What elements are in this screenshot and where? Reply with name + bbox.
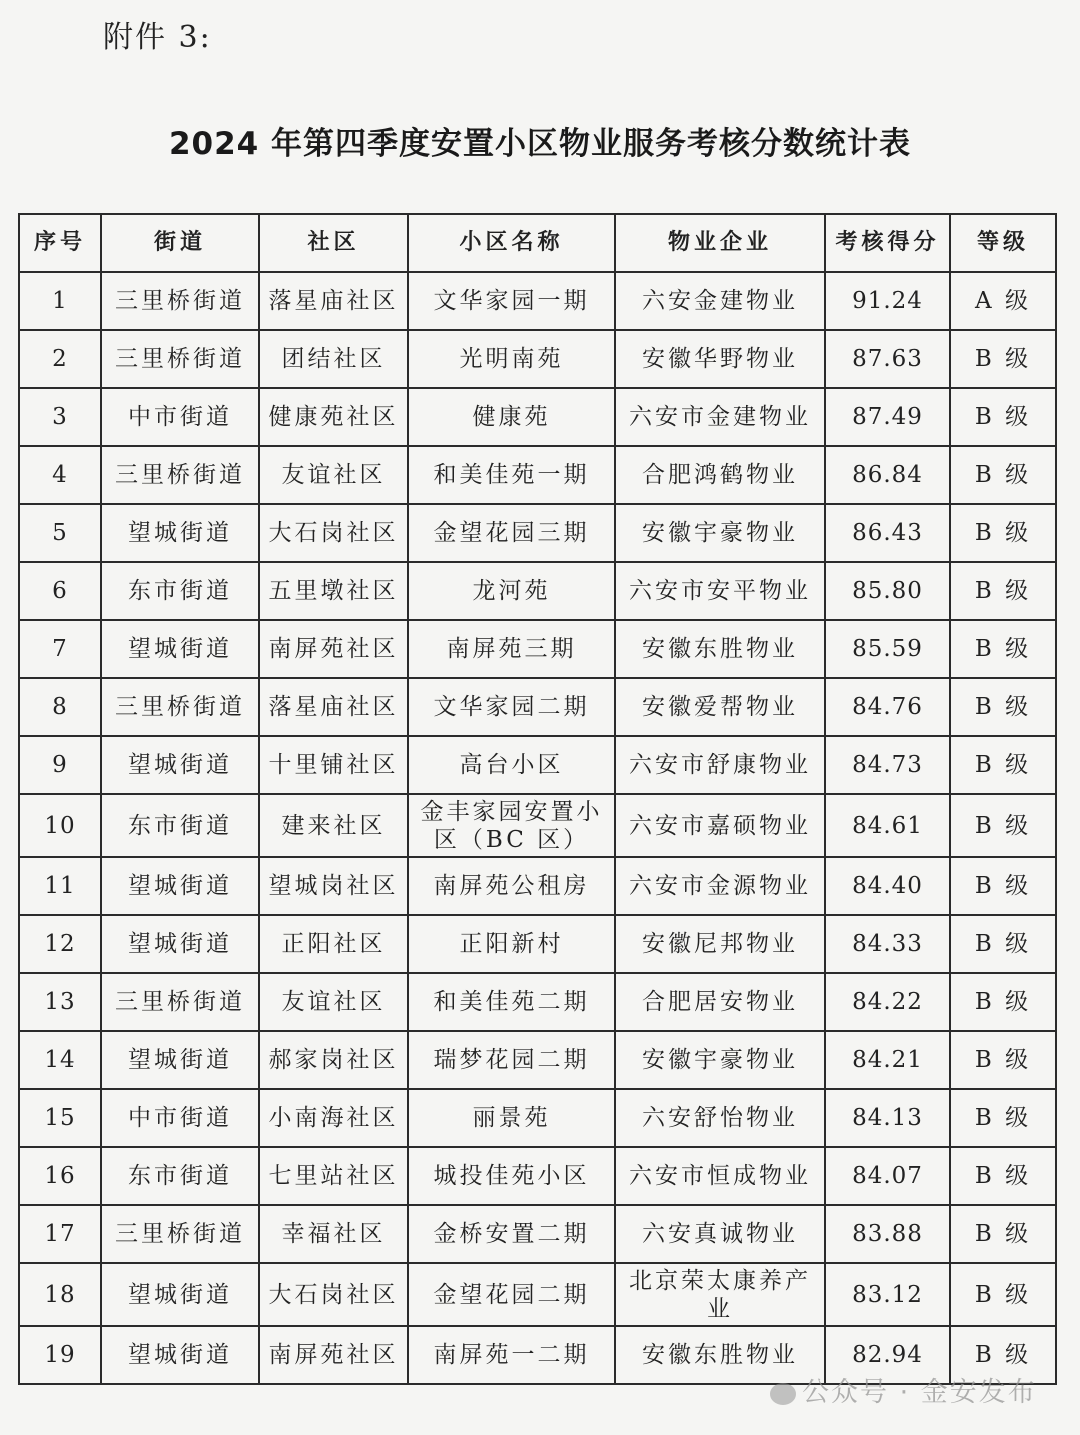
cell-community: 友谊社区 — [259, 973, 408, 1031]
cell-community: 南屏苑社区 — [259, 1326, 408, 1384]
watermark — [770, 1370, 1037, 1409]
cell-street: 望城街道 — [101, 857, 259, 915]
cell-property-company: 合肥居安物业 — [615, 973, 825, 1031]
page-title: 2024 年第四季度安置小区物业服务考核分数统计表 — [168, 126, 912, 162]
cell-grade: B 级 — [950, 1089, 1056, 1147]
cell-community: 南屏苑社区 — [259, 620, 408, 678]
cell-score: 84.73 — [825, 736, 950, 794]
cell-property-company: 安徽尼邦物业 — [615, 915, 825, 973]
cell-estate: 龙河苑 — [408, 562, 615, 620]
cell-community: 望城岗社区 — [259, 857, 408, 915]
cell-index: 1 — [19, 272, 101, 330]
cell-estate: 瑞梦花园二期 — [408, 1031, 615, 1089]
cell-community: 幸福社区 — [259, 1205, 408, 1263]
cell-grade: B 级 — [950, 794, 1056, 857]
cell-score: 84.40 — [825, 857, 950, 915]
cell-community: 大石岗社区 — [259, 1263, 408, 1326]
table-row — [19, 1089, 1056, 1147]
cell-grade: B 级 — [950, 1326, 1056, 1384]
cell-score: 84.33 — [825, 915, 950, 973]
cell-estate: 和美佳苑一期 — [408, 446, 615, 504]
cell-grade: B 级 — [950, 562, 1056, 620]
header-street: 街道 — [101, 214, 259, 272]
cell-index: 17 — [19, 1205, 101, 1263]
cell-estate: 金桥安置二期 — [408, 1205, 615, 1263]
cell-estate: 高台小区 — [408, 736, 615, 794]
cell-grade: A 级 — [950, 272, 1056, 330]
cell-street: 中市街道 — [101, 1089, 259, 1147]
cell-street: 望城街道 — [101, 1031, 259, 1089]
table-row — [19, 915, 1056, 973]
cell-estate: 正阳新村 — [408, 915, 615, 973]
cell-property-company: 北京荣太康养产业 — [615, 1263, 825, 1326]
cell-index: 15 — [19, 1089, 101, 1147]
header-estate: 小区名称 — [408, 214, 615, 272]
cell-community: 健康苑社区 — [259, 388, 408, 446]
cell-score: 84.07 — [825, 1147, 950, 1205]
table-row — [19, 504, 1056, 562]
cell-index: 8 — [19, 678, 101, 736]
header-index: 序号 — [19, 214, 101, 272]
cell-estate: 城投佳苑小区 — [408, 1147, 615, 1205]
cell-grade: B 级 — [950, 330, 1056, 388]
cell-community: 五里墩社区 — [259, 562, 408, 620]
table-row — [19, 330, 1056, 388]
table-row — [19, 272, 1056, 330]
cell-property-company: 安徽东胜物业 — [615, 1326, 825, 1384]
cell-street: 三里桥街道 — [101, 973, 259, 1031]
table-row — [19, 678, 1056, 736]
cell-street: 三里桥街道 — [101, 678, 259, 736]
cell-property-company: 安徽宇豪物业 — [615, 1031, 825, 1089]
cell-grade: B 级 — [950, 915, 1056, 973]
cell-index: 5 — [19, 504, 101, 562]
cell-community: 七里站社区 — [259, 1147, 408, 1205]
cell-index: 10 — [19, 794, 101, 857]
cell-property-company: 六安真诚物业 — [615, 1205, 825, 1263]
cell-grade: B 级 — [950, 1147, 1056, 1205]
cell-estate: 丽景苑 — [408, 1089, 615, 1147]
cell-street: 望城街道 — [101, 620, 259, 678]
cell-property-company: 六安市舒康物业 — [615, 736, 825, 794]
cell-property-company: 六安市安平物业 — [615, 562, 825, 620]
cell-estate: 光明南苑 — [408, 330, 615, 388]
cell-street: 东市街道 — [101, 1147, 259, 1205]
attachment-label: 附件 3: — [103, 20, 212, 55]
cell-street: 望城街道 — [101, 1326, 259, 1384]
table-row — [19, 736, 1056, 794]
cell-grade: B 级 — [950, 1205, 1056, 1263]
cell-score: 84.61 — [825, 794, 950, 857]
wechat-icon — [770, 1383, 796, 1405]
header-score: 考核得分 — [825, 214, 950, 272]
cell-index: 19 — [19, 1326, 101, 1384]
cell-score: 91.24 — [825, 272, 950, 330]
cell-street: 望城街道 — [101, 736, 259, 794]
cell-index: 9 — [19, 736, 101, 794]
cell-street: 三里桥街道 — [101, 272, 259, 330]
cell-property-company: 六安市嘉硕物业 — [615, 794, 825, 857]
cell-grade: B 级 — [950, 736, 1056, 794]
cell-score: 85.80 — [825, 562, 950, 620]
cell-community: 建来社区 — [259, 794, 408, 857]
cell-property-company: 六安市恒成物业 — [615, 1147, 825, 1205]
cell-property-company: 合肥鸿鹤物业 — [615, 446, 825, 504]
cell-street: 东市街道 — [101, 794, 259, 857]
cell-score: 83.88 — [825, 1205, 950, 1263]
cell-index: 3 — [19, 388, 101, 446]
cell-estate: 金望花园三期 — [408, 504, 615, 562]
cell-property-company: 安徽宇豪物业 — [615, 504, 825, 562]
cell-index: 12 — [19, 915, 101, 973]
cell-index: 7 — [19, 620, 101, 678]
cell-score: 84.13 — [825, 1089, 950, 1147]
cell-score: 84.22 — [825, 973, 950, 1031]
cell-grade: B 级 — [950, 1031, 1056, 1089]
cell-community: 大石岗社区 — [259, 504, 408, 562]
header-community: 社区 — [259, 214, 408, 272]
cell-estate: 南屏苑公租房 — [408, 857, 615, 915]
cell-index: 2 — [19, 330, 101, 388]
table-row — [19, 388, 1056, 446]
cell-street: 望城街道 — [101, 915, 259, 973]
cell-grade: B 级 — [950, 973, 1056, 1031]
cell-community: 十里铺社区 — [259, 736, 408, 794]
score-table — [18, 213, 1057, 1385]
cell-street: 三里桥街道 — [101, 446, 259, 504]
cell-index: 11 — [19, 857, 101, 915]
cell-street: 三里桥街道 — [101, 330, 259, 388]
cell-estate: 文华家园二期 — [408, 678, 615, 736]
cell-community: 落星庙社区 — [259, 678, 408, 736]
cell-estate: 南屏苑一二期 — [408, 1326, 615, 1384]
cell-score: 87.49 — [825, 388, 950, 446]
cell-estate: 和美佳苑二期 — [408, 973, 615, 1031]
header-grade: 等级 — [950, 214, 1056, 272]
cell-property-company: 安徽爱帮物业 — [615, 678, 825, 736]
cell-grade: B 级 — [950, 857, 1056, 915]
table-row — [19, 620, 1056, 678]
cell-score: 84.21 — [825, 1031, 950, 1089]
cell-street: 三里桥街道 — [101, 1205, 259, 1263]
table-row — [19, 794, 1056, 857]
cell-estate: 金丰家园安置小区（BC 区） — [408, 794, 615, 857]
table-row — [19, 1147, 1056, 1205]
cell-property-company: 安徽华野物业 — [615, 330, 825, 388]
cell-estate: 南屏苑三期 — [408, 620, 615, 678]
cell-index: 4 — [19, 446, 101, 504]
table-row — [19, 857, 1056, 915]
cell-grade: B 级 — [950, 388, 1056, 446]
cell-property-company: 安徽东胜物业 — [615, 620, 825, 678]
cell-property-company: 六安市金源物业 — [615, 857, 825, 915]
cell-street: 中市街道 — [101, 388, 259, 446]
cell-score: 82.94 — [825, 1326, 950, 1384]
cell-street: 东市街道 — [101, 562, 259, 620]
table-row — [19, 1263, 1056, 1326]
cell-street: 望城街道 — [101, 1263, 259, 1326]
watermark-text: 公众号 · 金安发布 — [802, 1377, 1037, 1408]
cell-estate: 金望花园二期 — [408, 1263, 615, 1326]
cell-index: 18 — [19, 1263, 101, 1326]
cell-community: 友谊社区 — [259, 446, 408, 504]
table-body — [19, 272, 1056, 1384]
cell-community: 郝家岗社区 — [259, 1031, 408, 1089]
cell-grade: B 级 — [950, 678, 1056, 736]
cell-community: 小南海社区 — [259, 1089, 408, 1147]
cell-estate: 健康苑 — [408, 388, 615, 446]
cell-grade: B 级 — [950, 504, 1056, 562]
cell-index: 16 — [19, 1147, 101, 1205]
cell-score: 86.84 — [825, 446, 950, 504]
cell-property-company: 六安金建物业 — [615, 272, 825, 330]
cell-score: 87.63 — [825, 330, 950, 388]
cell-community: 团结社区 — [259, 330, 408, 388]
cell-grade: B 级 — [950, 446, 1056, 504]
cell-grade: B 级 — [950, 620, 1056, 678]
cell-community: 落星庙社区 — [259, 272, 408, 330]
cell-score: 86.43 — [825, 504, 950, 562]
table-row — [19, 446, 1056, 504]
cell-street: 望城街道 — [101, 504, 259, 562]
cell-index: 13 — [19, 973, 101, 1031]
cell-score: 85.59 — [825, 620, 950, 678]
cell-index: 14 — [19, 1031, 101, 1089]
cell-community: 正阳社区 — [259, 915, 408, 973]
cell-grade: B 级 — [950, 1263, 1056, 1326]
cell-index: 6 — [19, 562, 101, 620]
cell-score: 84.76 — [825, 678, 950, 736]
table-row — [19, 562, 1056, 620]
cell-score: 83.12 — [825, 1263, 950, 1326]
table-header-row — [19, 214, 1056, 272]
header-property-company: 物业企业 — [615, 214, 825, 272]
cell-property-company: 六安舒怡物业 — [615, 1089, 825, 1147]
table-row — [19, 1031, 1056, 1089]
cell-estate: 文华家园一期 — [408, 272, 615, 330]
table-row — [19, 1205, 1056, 1263]
table-row — [19, 973, 1056, 1031]
cell-property-company: 六安市金建物业 — [615, 388, 825, 446]
